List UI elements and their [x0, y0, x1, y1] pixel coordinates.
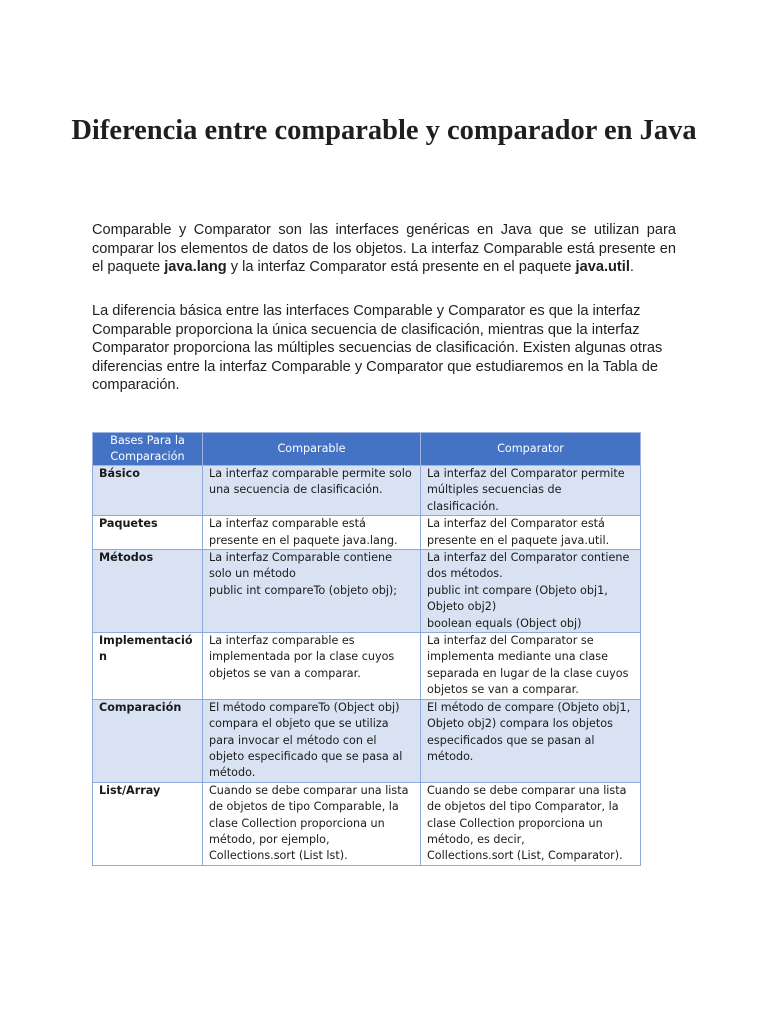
- row-label: List/Array: [93, 782, 203, 865]
- comparison-table: [92, 432, 641, 866]
- cell-text: La interfaz del Comparator está presente en el paquete java.util.: [427, 517, 610, 547]
- comparable-cell: [203, 633, 421, 700]
- intro-text-part1: Comparable y Comparator son las interfaces genéricas en Java que se utilizan para comparar los elementos de datos de los objetos. La interfaz Comparable está presente en el paquete: [92, 222, 676, 276]
- table-row: [93, 633, 641, 700]
- table-row: [93, 516, 641, 550]
- comparator-cell: [421, 699, 641, 782]
- intro-text-part3: .: [629, 259, 634, 276]
- comparable-cell: [203, 516, 421, 550]
- comparable-cell: [203, 699, 421, 782]
- header-bases: Bases Para la Comparación: [93, 433, 203, 466]
- cell-text: El método compareTo (Object obj) compara el objeto que se utiliza para invocar el método con el objeto especificado que se pasa al método.: [209, 700, 403, 780]
- intro-text-part2: y la interfaz Comparator está presente en el paquete: [226, 259, 576, 276]
- cell-text: La interfaz Comparable contiene solo un método: [209, 551, 392, 581]
- document-title: Diferencia entre comparable y comparador en Java: [71, 115, 697, 146]
- cell-text: La interfaz del Comparator se implementa mediante una clase separada en lugar de la clase cuyos objetos se van a comparar.: [427, 634, 629, 697]
- difference-paragraph: La diferencia básica entre las interfaces Comparable y Comparator es que la interfaz Comparable proporciona la única secuencia de clasificación, mientras que la interfaz Comparator proporciona las múltiples secuencias de clasificación. Existen algunas otras diferencias entre la interfaz Comparable y Comparator que estudiaremos en la Tabla de comparación.: [92, 303, 663, 394]
- header-comparator: Comparator: [421, 433, 641, 466]
- table-header-row: [93, 433, 641, 466]
- cell-text: La interfaz del Comparator contiene dos métodos.: [427, 551, 630, 581]
- cell-text: Cuando se debe comparar una lista de objetos de tipo Comparable, la clase Collection proporciona un método, por ejemplo,: [209, 783, 409, 846]
- intro-package-java-lang: java.lang: [164, 259, 227, 276]
- cell-text: La interfaz comparable permite solo una secuencia de clasificación.: [209, 467, 412, 497]
- comparator-cell: [421, 466, 641, 516]
- comparable-cell: [203, 782, 421, 865]
- intro-package-java-util: java.util: [575, 259, 630, 276]
- cell-text: La interfaz comparable es implementada por la clase cuyos objetos se van a comparar.: [209, 634, 395, 680]
- comparator-cell: [421, 516, 641, 550]
- row-label: Implementación: [93, 633, 203, 700]
- comparator-cell: [421, 633, 641, 700]
- cell-text: public int compare (Objeto obj1, Objeto obj2): [427, 583, 608, 614]
- row-label: Básico: [93, 466, 203, 516]
- row-label: Métodos: [93, 550, 203, 633]
- row-label: Paquetes: [93, 516, 203, 550]
- cell-text: boolean equals (Object obj): [427, 616, 582, 630]
- cell-text: Collections.sort (List, Comparator).: [427, 849, 623, 863]
- cell-text: La interfaz del Comparator permite múltiples secuencias de clasificación.: [427, 467, 625, 513]
- comparable-cell: [203, 466, 421, 516]
- cell-text: El método de compare (Objeto obj1, Objeto obj2) compara los objetos especificados que se pasan al método.: [427, 700, 631, 763]
- cell-text: public int compareTo (objeto obj);: [209, 583, 398, 597]
- table-row: [93, 466, 641, 516]
- cell-text: La interfaz comparable está presente en el paquete java.lang.: [209, 517, 398, 547]
- row-label: Comparación: [93, 699, 203, 782]
- intro-paragraph: [92, 221, 676, 277]
- comparable-cell: [203, 550, 421, 633]
- header-comparable: Comparable: [203, 433, 421, 466]
- comparator-cell: [421, 782, 641, 865]
- comparator-cell: [421, 550, 641, 633]
- cell-text: Collections.sort (List lst).: [209, 849, 348, 863]
- table-row: [93, 699, 641, 782]
- table-row: [93, 550, 641, 633]
- table-row: [93, 782, 641, 865]
- cell-text: Cuando se debe comparar una lista de objetos del tipo Comparator, la clase Collection proporciona un método, es decir,: [427, 783, 627, 846]
